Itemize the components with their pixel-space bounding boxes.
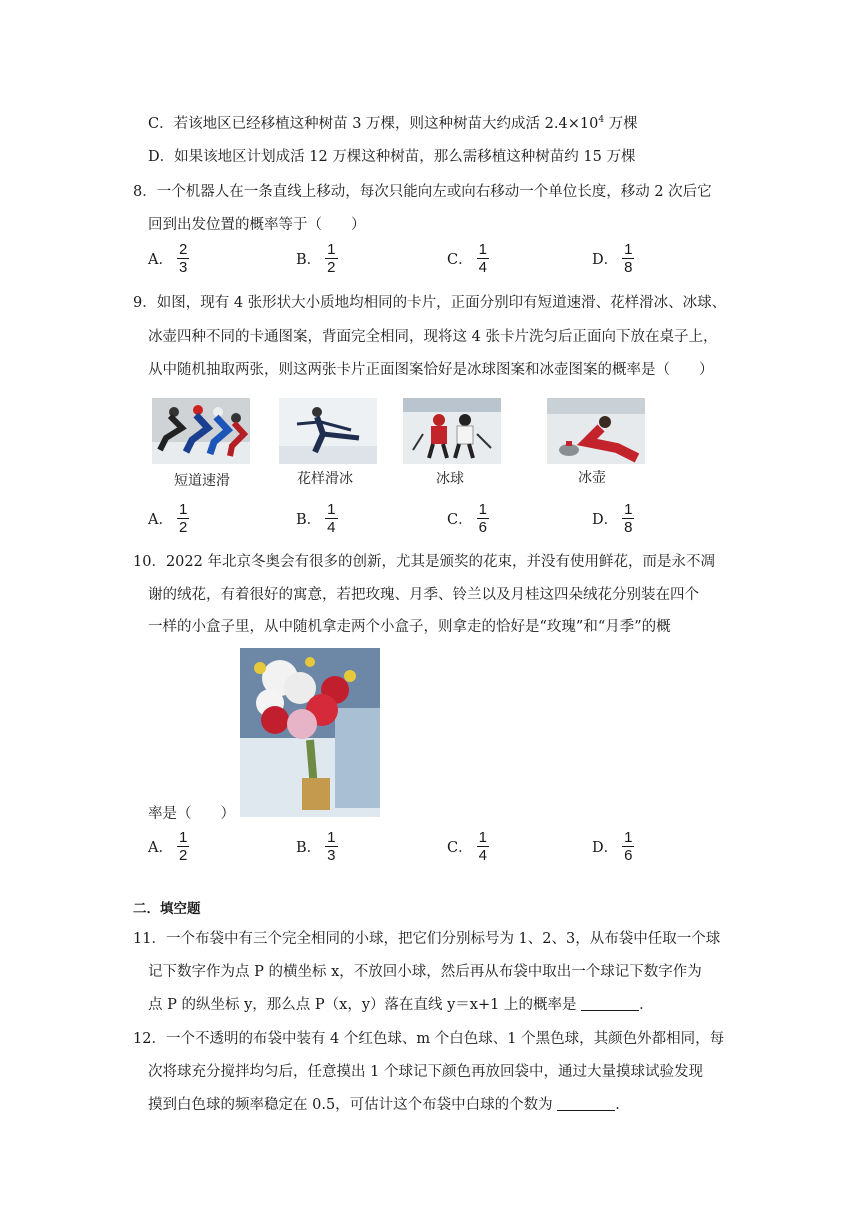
denominator: 4 [478,847,487,864]
q11-answer-blank[interactable] [581,996,639,1011]
q9-option-d [592,502,634,535]
fraction [325,830,337,863]
numerator: 1 [478,829,487,846]
q7-option-d: D．如果该地区计划成活 12 万棵这种树苗，那么需移植这种树苗约 15 万棵 [148,149,636,165]
numerator: 1 [624,501,633,518]
denominator: 4 [327,519,336,536]
q7-option-c-exponent: 4 [598,115,605,126]
option-letter: A． [148,512,173,528]
q9-option-a [148,502,189,535]
fraction [477,242,489,275]
q11-period: ． [639,997,654,1013]
q9-option-b [296,502,338,535]
option-letter: B． [296,840,322,856]
figure-skating-illustration [279,398,377,464]
fraction [325,242,337,275]
q12-stem-line3-text: 摸到白色球的频率稳定在 0.5，可估计这个布袋中白球的个数为 [148,1097,553,1113]
denominator: 2 [178,847,188,864]
card-image-ice-hockey [403,398,501,464]
q7-option-c-tail: 万棵 [604,116,638,132]
q10-stem-line1: 10．2022 年北京冬奥会有很多的创新，尤其是颁奖的花束，并没有使用鲜花，而是永不凋 [133,554,715,570]
numerator: 2 [178,241,188,258]
denominator: 6 [478,519,487,536]
card-image-figure-skating [279,398,377,464]
fraction [177,502,189,535]
numerator: 1 [327,241,336,258]
q8-stem-line2: 回到出发位置的概率等于（ ） [148,217,366,233]
q8-stem-line1: 8．一个机器人在一条直线上移动，每次只能向左或向右移动一个单位长度，移动 2 次后它 [133,184,712,200]
q10-stem-line2: 谢的绒花，有着很好的寓意，若把玫瑰、月季、铃兰以及月桂这四朵绒花分别装在四个 [148,587,699,603]
option-letter: C． [447,512,473,528]
ice-hockey-illustration [403,398,501,464]
flower-bouquet-illustration [240,648,380,817]
option-letter: C． [447,840,473,856]
q10-option-d [592,830,634,863]
card-label-ice-hockey: 冰球 [436,471,464,487]
card-image-curling [547,398,645,464]
q10-option-c [447,830,489,863]
option-letter: A． [148,252,173,268]
fraction [622,242,634,275]
denominator: 3 [178,259,188,276]
q8-option-c [447,242,489,275]
q8-option-a [148,242,189,275]
q12-answer-blank[interactable] [557,1096,615,1111]
card-label-figure-skating: 花样滑冰 [297,471,353,487]
q9-stem-line1: 9．如图，现有 4 张形状大小质地均相同的卡片，正面分别印有短道速滑、花样滑冰、冰球、 [133,295,727,311]
q11-stem-line3-text: 点 P 的纵坐标 y，那么点 P（x，y）落在直线 y＝x+1 上的概率是 [148,997,577,1013]
numerator: 1 [327,501,336,518]
option-letter: D． [592,840,619,856]
numerator: 1 [478,241,487,258]
card-image-short-track [152,398,250,464]
option-letter: D． [592,512,619,528]
q7-option-c-text: C．若该地区已经移植这种树苗 3 万棵，则这种树苗大约成活 2.4×10 [148,116,599,132]
denominator: 2 [178,519,188,536]
denominator: 3 [327,847,336,864]
numerator: 1 [624,241,633,258]
q10-stem-line3: 一样的小盒子里，从中随机拿走两个小盒子，则拿走的恰好是“玫瑰”和“月季”的概 [148,619,671,635]
section-heading-fill-in: 二．填空题 [133,901,201,917]
option-letter: C． [447,252,473,268]
numerator: 1 [178,501,188,518]
card-label-short-track: 短道速滑 [174,473,230,489]
denominator: 8 [624,519,633,536]
q9-stem-line3: 从中随机抽取两张，则这两张卡片正面图案恰好是冰球图案和冰壶图案的概率是（ ） [148,362,714,378]
fraction [477,830,489,863]
q9-option-c [447,502,489,535]
fraction [177,830,189,863]
option-letter: B． [296,252,322,268]
q10-option-a [148,830,189,863]
numerator: 1 [478,501,487,518]
denominator: 6 [624,847,633,864]
numerator: 1 [178,829,188,846]
fraction [325,502,337,535]
option-letter: B． [296,512,322,528]
denominator: 8 [624,259,633,276]
numerator: 1 [624,829,633,846]
option-letter: A． [148,840,173,856]
numerator: 1 [327,829,336,846]
fraction [622,502,634,535]
q8-option-d [592,242,634,275]
fraction [477,502,489,535]
q12-stem-line1: 12．一个不透明的布袋中装有 4 个红色球、m 个白色球、1 个黑色球，其颜色外都相同，每 [133,1031,725,1047]
q7-option-c [148,112,638,133]
q10-option-b [296,830,338,863]
q12-stem-line3 [148,1093,630,1114]
q10-stem-line4: 率是（ ） [148,806,235,822]
q11-stem-line1: 11．一个布袋中有三个完全相同的小球，把它们分别标号为 1、2、3，从布袋中任取一个球 [133,931,721,947]
bouquet-photo [240,648,380,817]
fraction [177,242,189,275]
q11-stem-line3 [148,993,654,1014]
q12-stem-line2: 次将球充分搅拌均匀后，任意摸出 1 个球记下颜色再放回袋中，通过大量摸球试验发现 [148,1064,703,1080]
q8-option-b [296,242,338,275]
curling-illustration [547,398,645,464]
card-label-curling: 冰壶 [578,470,606,486]
denominator: 2 [327,259,336,276]
option-letter: D． [592,252,619,268]
q11-stem-line2: 记下数字作为点 P 的横坐标 x，不放回小球，然后再从布袋中取出一个球记下数字作为 [148,964,702,980]
short-track-skating-illustration [152,398,250,464]
fraction [622,830,634,863]
q12-period: ． [615,1097,630,1113]
denominator: 4 [478,259,487,276]
q9-stem-line2: 冰壶四种不同的卡通图案，背面完全相同，现将这 4 张卡片洗匀后正面向下放在桌子上， [148,329,718,345]
